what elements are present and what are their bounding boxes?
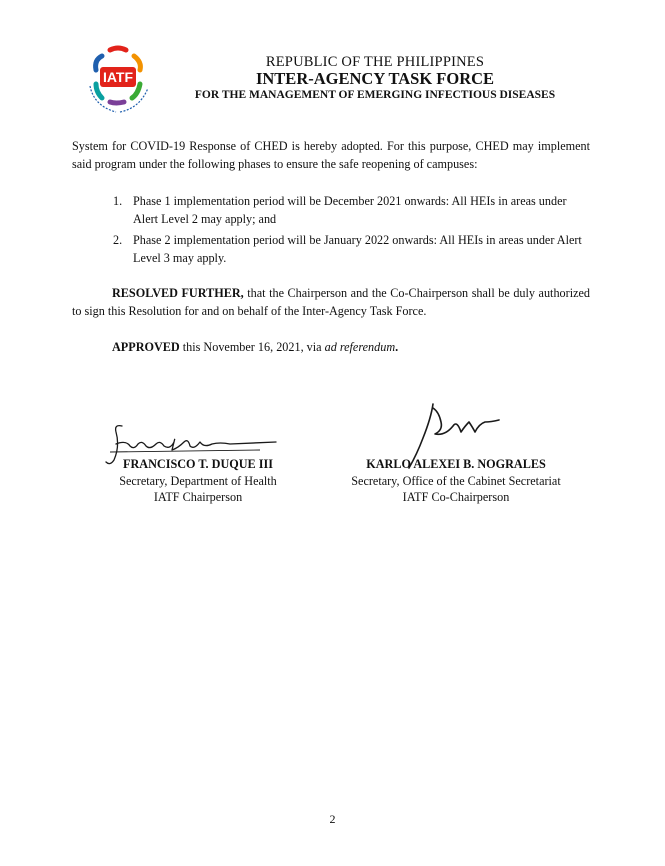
signatory-left bbox=[96, 456, 300, 506]
iatf-logo bbox=[80, 40, 156, 116]
list-text: Phase 1 implementation period will be December 2021 onwards: All HEIs in areas under Alert Level 2 may apply; and bbox=[133, 194, 567, 226]
signatory-position: Secretary, Office of the Cabinet Secretariat bbox=[351, 473, 561, 488]
signatory-name: KARLO ALEXEI B. NOGRALES bbox=[366, 457, 546, 471]
resolved-text: that the Chairperson and the Co-Chairperson shall be duly authorized to sign this Resolution for and on behalf of the Inter-Agency Task Force. bbox=[72, 286, 590, 318]
resolved-label: RESOLVED FURTHER, bbox=[112, 286, 244, 300]
approved-period: . bbox=[395, 340, 399, 354]
list-item bbox=[113, 193, 583, 228]
header-republic: REPUBLIC OF THE PHILIPPINES bbox=[265, 54, 485, 70]
list-item bbox=[113, 232, 583, 267]
list-number: 1. bbox=[113, 194, 123, 208]
signatory-role: IATF Co-Chairperson bbox=[402, 490, 510, 504]
header-agency: INTER-AGENCY TASK FORCE bbox=[255, 69, 495, 88]
letterhead-text bbox=[170, 54, 580, 102]
phase-list bbox=[113, 193, 583, 271]
signatory-role: IATF Chairperson bbox=[153, 490, 243, 504]
resolved-further-paragraph bbox=[72, 285, 590, 320]
approved-paragraph bbox=[72, 339, 590, 357]
list-number: 2. bbox=[113, 233, 123, 247]
logo-text: IATF bbox=[102, 69, 134, 85]
approved-method: ad referendum bbox=[324, 340, 396, 354]
list-text: Phase 2 implementation period will be January 2022 onwards: All HEIs in areas under Alert Level 3 may apply. bbox=[133, 233, 582, 265]
signatory-name: FRANCISCO T. DUQUE III bbox=[123, 457, 273, 471]
letterhead bbox=[80, 40, 600, 110]
body-paragraph-1: System for COVID-19 Response of CHED is hereby adopted. For this purpose, CHED may implement said program under the following phases to ensure the safe reopening of campuses: bbox=[72, 139, 590, 171]
signatory-position: Secretary, Department of Health bbox=[119, 473, 277, 488]
approved-label: APPROVED bbox=[112, 340, 180, 354]
page-number: 2 bbox=[329, 812, 336, 826]
signatory-right bbox=[334, 456, 578, 506]
header-subtitle: FOR THE MANAGEMENT OF EMERGING INFECTIOUS DISEASES bbox=[194, 89, 556, 101]
approved-date: this November 16, 2021, via bbox=[179, 340, 325, 354]
